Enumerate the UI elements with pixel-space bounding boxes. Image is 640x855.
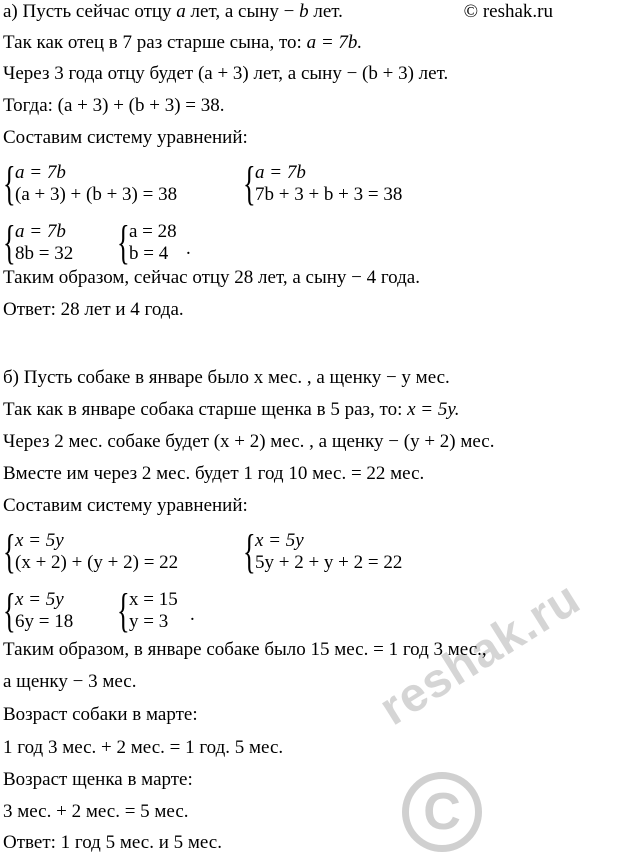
brace-icon: { [243, 157, 256, 210]
part-a-line2: Так как отец в 7 раз старше сына, то: a = 7b. [3, 32, 363, 53]
part-a-answer: Ответ: 28 лет и 4 года. [3, 299, 184, 320]
brace-icon: { [117, 216, 130, 269]
brace-icon: { [3, 525, 16, 578]
part-a-line4: Тогда: (a + 3) + (b + 3) = 38. [3, 95, 225, 116]
part-a-intro: а) Пусть сейчас отцу a лет, а сыну − b лет. [3, 1, 343, 22]
part-a-line3: Через 3 года отцу будет (a + 3) лет, а сыну − (b + 3) лет. [3, 63, 449, 84]
part-b-puppy-age-heading: Возраст щенка в марте: [3, 769, 193, 790]
part-a-period: . [186, 238, 191, 259]
part-b-line2: Так как в январе собака старше щенка в 5 раз, то: x = 5y. [3, 399, 460, 420]
brace-icon: { [117, 584, 130, 637]
part-b-line3: Через 2 мес. собаке будет (x + 2) мес. , а щенку − (y + 2) мес. [3, 431, 495, 452]
brace-icon: { [3, 157, 16, 210]
brace-icon: { [3, 584, 16, 637]
part-b-conclusion-2: а щенку − 3 мес. [3, 671, 137, 692]
part-a-line5: Составим систему уравнений: [3, 127, 248, 148]
brace-icon: { [243, 525, 256, 578]
part-b-puppy-age-calc: 3 мес. + 2 мес. = 5 мес. [3, 801, 189, 822]
copyright-watermark-icon: C [402, 772, 482, 852]
copyright-label: © reshak.ru [463, 1, 553, 22]
part-a-conclusion: Таким образом, сейчас отцу 28 лет, а сыну − 4 года. [3, 267, 420, 288]
part-b-intro: б) Пусть собаке в январе было x мес. , а щенку − y мес. [3, 367, 450, 388]
part-b-conclusion-1: Таким образом, в январе собаке было 15 мес. = 1 год 3 мес., [3, 639, 487, 660]
brace-icon: { [3, 216, 16, 269]
watermark-text: reshak.ru [370, 571, 590, 736]
part-b-line4: Вместе им через 2 мес. будет 1 год 10 мес. = 22 мес. [3, 463, 425, 484]
part-b-answer: Ответ: 1 год 5 мес. и 5 мес. [3, 832, 222, 853]
part-b-period: . [190, 604, 195, 625]
part-b-dog-age-heading: Возраст собаки в марте: [3, 704, 198, 725]
part-b-dog-age-calc: 1 год 3 мес. + 2 мес. = 1 год. 5 мес. [3, 737, 284, 758]
part-b-line5: Составим систему уравнений: [3, 495, 248, 516]
